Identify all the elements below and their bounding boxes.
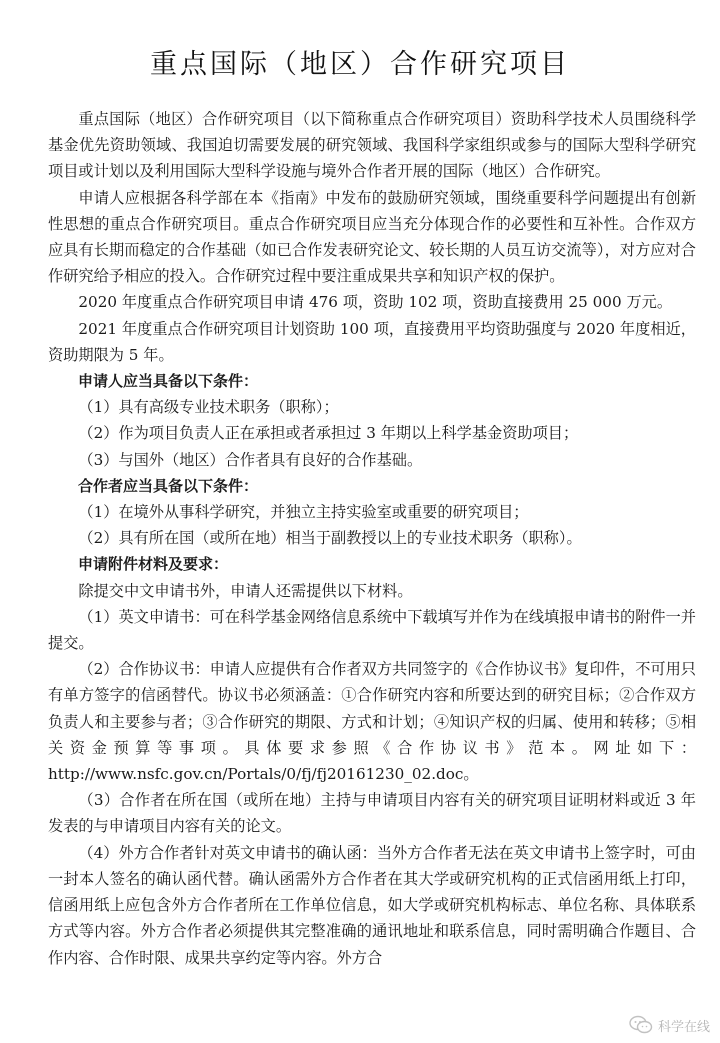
heading-applicant-conditions: 申请人应当具备以下条件： xyxy=(78,372,259,391)
list-item: （3）与国外（地区）合作者具有良好的合作基础。 xyxy=(78,450,423,469)
paragraph-guidance: 申请人应根据各科学部在本《指南》中发布的鼓励研究领域，围绕重要科学问题提出有创新性思想的重点合作研究项目。重点合作研究项目应当充分体现合作的必要性和互补性。合作双方应具有长期而稳定的合作基础（如已合作发表研究论文、较长期的人员互访交流等），对方应对合作研究给予相应的投入。合作研究过程中要注重成果共享和知识产权的保护。 xyxy=(48,188,696,286)
paragraph-2021-plan: 2021 年度重点合作研究项目计划资助 100 项，直接费用平均资助强度与 2020 年度相近，资助期限为 5 年。 xyxy=(48,319,696,364)
list-item: （2）作为项目负责人正在承担或者承担过 3 年期以上科学基金资助项目； xyxy=(78,424,579,443)
list-item: （1）英文申请书：可在科学基金网络信息系统中下载填写并作为在线填报申请书的附件一并提交。 xyxy=(48,607,696,653)
list-item: （4）外方合作者针对英文申请书的确认函：当外方合作者无法在英文申请书上签字时，可由一封本人签名的确认函代替。确认函需外方合作者在其大学或研究机构的正式信函用纸上打印，信函用纸上应包含外方合作者所在工作单位信息，如大学或研究机构标志、单位名称、具体联系方式等内容。外方合作者必须提供其完整准确的通讯地址和联系信息，同时需明确合作题目、合作内容、合作时限、成果共享约定等内容。外方合 xyxy=(48,843,696,967)
heading-partner-conditions: 合作者应当具备以下条件： xyxy=(78,476,259,495)
list-item: （2）合作协议书：申请人应提供有合作者双方共同签字的《合作协议书》复印件，不可用只有单方签字的信函替代。协议书必须涵盖：①合作研究内容和所要达到的研究目标；②合作双方负责人和主要参与者；③合作研究的期限、方式和计划；④知识产权的归属、使用和转移；⑤相关资金预算等事项。具体要求参照《合作协议书》范本。网址如下：http://www.nsfc.gov.cn/Portals/0/fj/fj20161230_02.doc。 xyxy=(48,660,696,784)
paragraph-attachments-intro: 除提交中文申请书外，申请人还需提供以下材料。 xyxy=(78,581,413,600)
watermark xyxy=(629,1015,710,1035)
list-item: （1）具有高级专业技术职务（职称）； xyxy=(78,398,339,417)
list-item: （1）在境外从事科学研究，并独立主持实验室或重要的研究项目； xyxy=(78,503,529,522)
heading-attachments: 申请附件材料及要求： xyxy=(78,555,229,574)
page-title: 重点国际（地区）合作研究项目 xyxy=(150,49,570,80)
paragraph-2020-stats: 2020 年度重点合作研究项目申请 476 项，资助 102 项，资助直接费用 25 000 万元。 xyxy=(78,293,673,312)
document-body xyxy=(48,106,696,971)
watermark-text: 科学在线 xyxy=(657,1019,710,1035)
paragraph-intro: 重点国际（地区）合作研究项目（以下简称重点合作研究项目）资助科学技术人员围绕科学基金优先资助领域、我国迫切需要发展的研究领域、我国科学家组织或参与的国际大型科学研究项目或计划以及利用国际大型科学设施与境外合作者开展的国际（地区）合作研究。 xyxy=(48,110,696,181)
list-item: （2）具有所在国（或所在地）相当于副教授以上的专业技术职务（职称）。 xyxy=(78,529,582,548)
wechat-icon xyxy=(629,1015,653,1035)
list-item: （3）合作者在所在国（或所在地）主持与申请项目内容有关的研究项目证明材料或近 3 年发表的与申请项目内容有关的论文。 xyxy=(48,791,696,836)
